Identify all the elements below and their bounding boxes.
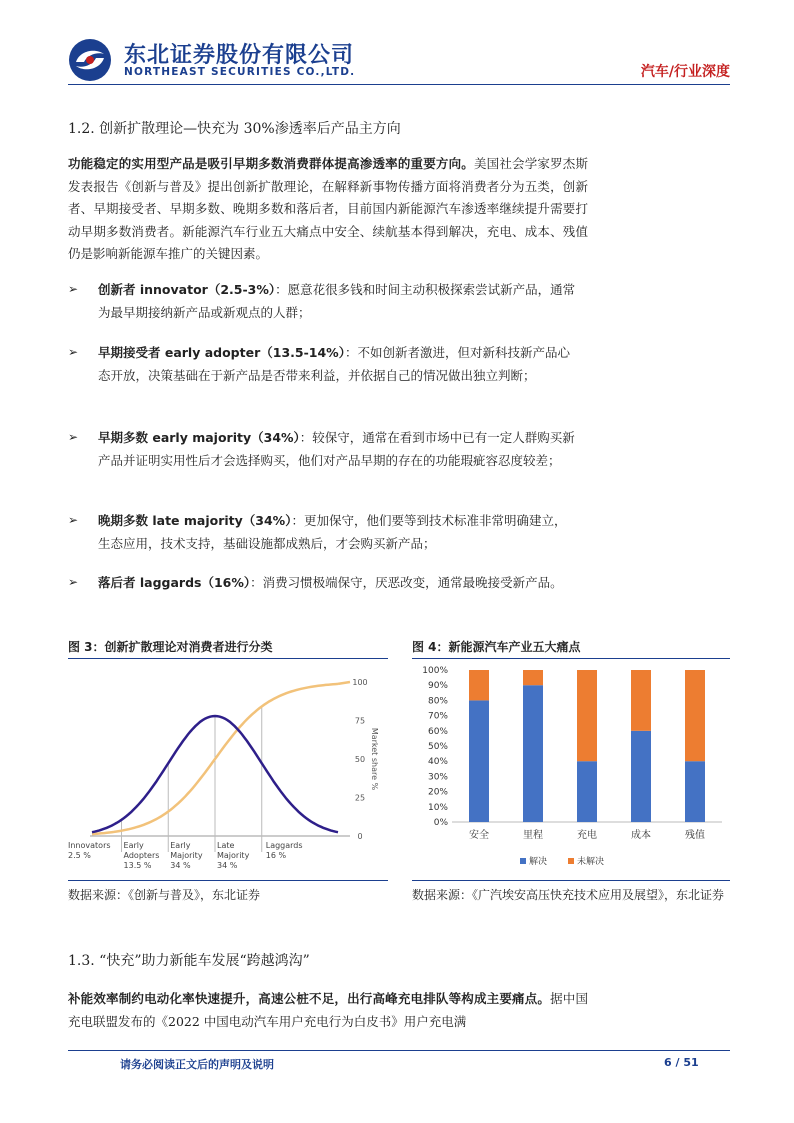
y-tick-label: 70% — [427, 711, 448, 722]
segment-pct: 2.5 % — [68, 851, 91, 860]
arrow-bullet-icon: ➢ — [68, 513, 79, 527]
y-tick-label: 20% — [427, 787, 448, 798]
company-name-cn: 东北证券股份有限公司 — [124, 43, 355, 68]
bullet-text — [98, 342, 578, 387]
bullet-term: 早期接受者 early adopter（13.5-14%） — [98, 345, 345, 360]
arrow-bullet-icon: ➢ — [68, 575, 79, 589]
bullet-text — [98, 427, 578, 472]
y-tick-label: 80% — [427, 696, 448, 707]
x-tick-label: 残值 — [685, 830, 705, 841]
y-tick-label: 50% — [427, 742, 448, 752]
segment-label: Majority — [170, 851, 203, 860]
bullet-term: 落后者 laggards（16%） — [98, 575, 251, 590]
bullet-early-adopter — [68, 345, 588, 415]
bar-解决 — [523, 685, 543, 822]
report-category: 汽车/行业深度 — [640, 64, 730, 80]
segment-label: Late — [217, 841, 235, 850]
bar-未解决 — [523, 670, 543, 685]
bullet-desc: ：愿意花很多钱和时间主动积极探索尝试新产品，通常为最早期接纳新产品或新观点的人群； — [98, 282, 576, 320]
bar-未解决 — [577, 670, 597, 761]
figure-4-source: 数据来源：《广汽埃安高压快充技术应用及展望》，东北证券 — [412, 888, 725, 902]
segment-pct: 34 % — [170, 861, 191, 870]
company-name-en: NORTHEAST SECURITIES CO.,LTD. — [124, 66, 356, 78]
legend-swatch — [520, 858, 526, 864]
lead-bold: 功能稳定的实用型产品是吸引早期多数消费群体提高渗透率的重要方向。 — [68, 156, 474, 171]
segment-pct: 13.5 % — [123, 861, 152, 870]
y-tick-label: 50 — [354, 755, 366, 764]
segment-label: Adopters — [123, 851, 160, 860]
figure-3-source: 数据来源：《创新与普及》，东北证券 — [68, 888, 261, 902]
bullet-term: 早期多数 early majority（34%） — [98, 430, 300, 445]
diffusion-chart — [68, 662, 388, 880]
y-tick-label: 100 — [352, 678, 368, 687]
y-tick-label: 90% — [427, 681, 448, 692]
y-tick-label: 0 — [357, 832, 363, 841]
y-tick-label: 30% — [427, 772, 448, 783]
segment-label: Innovators — [68, 841, 111, 850]
x-tick-label: 成本 — [631, 830, 651, 841]
bullet-desc: ：消费习惯极端保守，厌恶改变，通常最晚接受新产品。 — [250, 575, 563, 590]
footer-divider — [68, 1050, 730, 1051]
arrow-bullet-icon: ➢ — [68, 345, 79, 359]
segment-label: Early — [170, 841, 191, 850]
figure-4-bottom-rule — [412, 880, 730, 881]
lead-bold: 补能效率制约电动化率快速提升，高速公桩不足，出行高峰充电排队等构成主要痛点。 — [68, 991, 551, 1006]
segment-pct: 34 % — [217, 861, 238, 870]
figure-4-title: 图 4：新能源汽车产业五大痛点 — [412, 640, 581, 654]
footer-notice: 请务必阅读正文后的声明及说明 — [120, 1058, 274, 1071]
bullet-term: 晚期多数 late majority（34%） — [98, 513, 292, 528]
section-title-1-2: 1.2. 创新扩散理论—快充为 30%渗透率后产品主方向 — [68, 121, 401, 137]
header-divider — [68, 84, 730, 85]
y-tick-label: 10% — [427, 802, 448, 813]
bullet-text — [98, 279, 578, 324]
bullet-early-majority — [68, 430, 588, 500]
legend-label: 未解决 — [577, 857, 605, 867]
segment-label: Majority — [217, 851, 250, 860]
arrow-bullet-icon: ➢ — [68, 282, 79, 296]
pain-points-chart — [412, 662, 730, 880]
bar-未解决 — [685, 670, 705, 761]
figure-3-title: 图 3：创新扩散理论对消费者进行分类 — [68, 640, 273, 654]
bar-未解决 — [469, 670, 489, 700]
legend-swatch — [568, 858, 574, 864]
bullet-desc: ：更加保守，他们要等到技术标准非常明确建立，生态应用，技术支持，基础设施都成熟后，才会购买新产品； — [98, 513, 567, 551]
bullet-term: 创新者 innovator（2.5-3%） — [98, 282, 276, 297]
segment-pct: 16 % — [265, 851, 287, 860]
bullet-late-majority — [68, 513, 588, 563]
bullet-desc: ：不如创新者激进，但对新科技新产品心态开放，决策基础在于新产品是否带来利益，并依据自己的情况做出独立判断； — [98, 345, 570, 383]
bar-解决 — [685, 761, 705, 822]
segment-label: Laggards — [265, 841, 303, 850]
bar-解决 — [631, 731, 651, 822]
figure-4-rule — [412, 658, 730, 659]
y-axis-label: Market share % — [370, 727, 379, 791]
x-tick-label: 安全 — [469, 830, 489, 841]
figure-3-bottom-rule — [68, 880, 388, 881]
bar-解决 — [469, 700, 489, 822]
y-tick-label: 100% — [422, 666, 448, 676]
bullet-desc: ：较保守，通常在看到市场中已有一定人群购买新产品并证明实用性后才会选择购买，他们对产品早期的存在的功能瑕疵容忍度较差； — [98, 430, 575, 468]
section-1-2-paragraph — [68, 153, 588, 266]
bullet-text — [98, 510, 578, 555]
y-tick-label: 75 — [354, 716, 366, 726]
lead-text: 美国社会学家罗杰斯发表报告《创新与普及》提出创新扩散理论，在解释新事物传播方面将消费者分为五类，创新者、早期接受者、早期多数、晚期多数和落后者，目前国内新能源汽车渗透率继续提升需要打动早期多数消费者。新能源汽车行业五大痛点中安全、续航基本得到解决，充电、成本、残值仍是影响新能源车推广的关键因素。 — [68, 156, 588, 261]
bullet-text — [98, 572, 578, 595]
y-tick-label: 60% — [427, 726, 448, 737]
bullet-laggards — [68, 575, 588, 625]
x-tick-label: 充电 — [577, 830, 597, 841]
bar-未解决 — [631, 670, 651, 731]
segment-label: Early — [123, 841, 144, 850]
bullet-innovator — [68, 282, 588, 332]
company-logo-icon — [68, 38, 112, 82]
lead-text: 据中国充电联盟发布的《2022 中国电动汽车用户充电行为白皮书》用户充电满 — [68, 991, 588, 1029]
section-title-1-3: 1.3. “快充”助力新能车发展“跨越鸿沟” — [68, 953, 310, 969]
figure-3-rule — [68, 658, 388, 659]
legend-label: 解决 — [529, 857, 548, 867]
section-1-3-paragraph — [68, 988, 588, 1033]
page-number: 6 / 51 — [664, 1056, 699, 1069]
y-tick-label: 40% — [427, 757, 448, 768]
arrow-bullet-icon: ➢ — [68, 430, 79, 444]
bar-解决 — [577, 761, 597, 822]
x-tick-label: 里程 — [523, 830, 543, 841]
y-tick-label: 25 — [354, 793, 366, 803]
y-tick-label: 0% — [433, 818, 448, 828]
cumulative-s-curve-tail — [338, 682, 350, 684]
